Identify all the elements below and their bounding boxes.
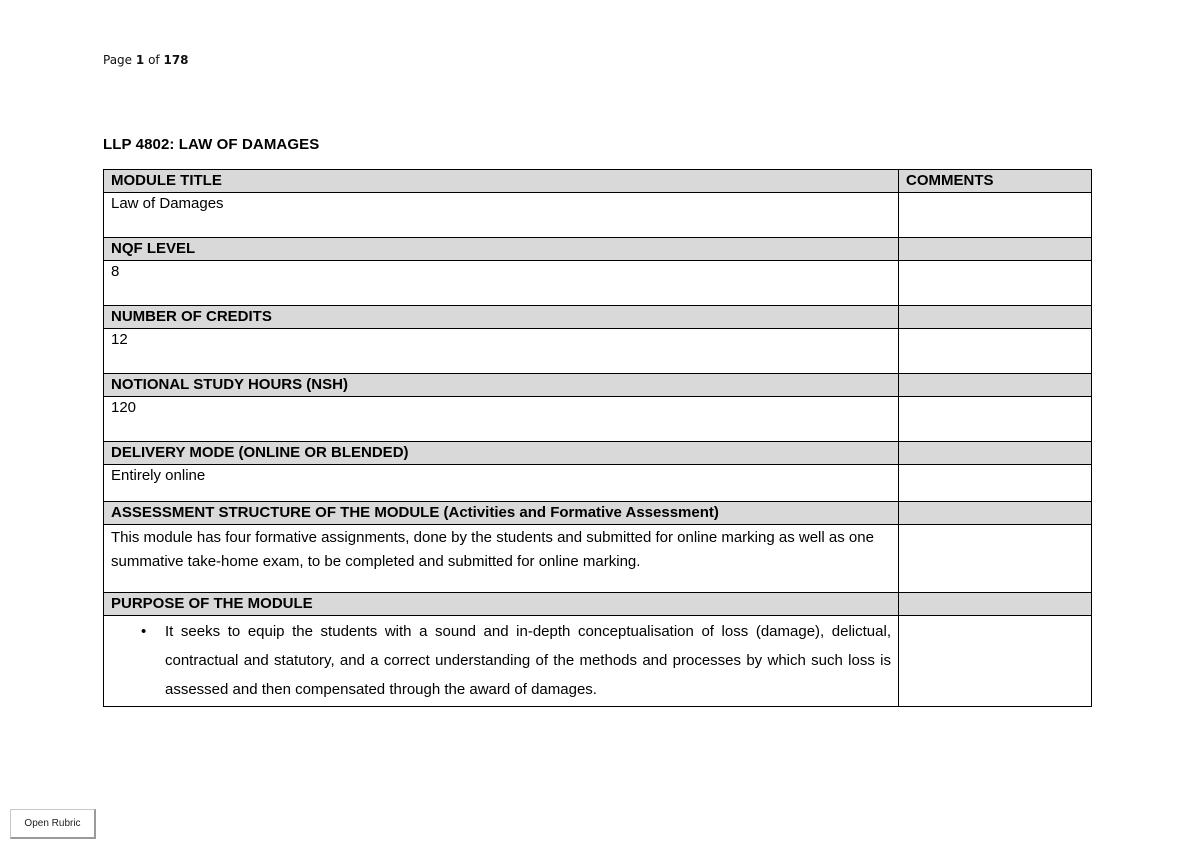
comment-cell bbox=[899, 261, 1092, 306]
section-value-row bbox=[104, 525, 1092, 593]
comment-cell bbox=[899, 193, 1092, 238]
purpose-bullet-list bbox=[111, 617, 892, 704]
section-header-row bbox=[104, 374, 1092, 397]
section-value: 8 bbox=[104, 261, 899, 306]
section-header-row bbox=[104, 593, 1092, 616]
section-heading: NUMBER OF CREDITS bbox=[104, 306, 899, 329]
comment-header-cell bbox=[899, 306, 1092, 329]
comment-cell bbox=[899, 465, 1092, 502]
section-heading: MODULE TITLE bbox=[104, 170, 899, 193]
section-value: 12 bbox=[104, 329, 899, 374]
page-counter-prefix: Page bbox=[103, 53, 133, 67]
open-rubric-button[interactable]: Open Rubric bbox=[10, 809, 96, 839]
comments-header: COMMENTS bbox=[899, 170, 1092, 193]
section-value: Law of Damages bbox=[104, 193, 899, 238]
section-value: 120 bbox=[104, 397, 899, 442]
section-heading: NOTIONAL STUDY HOURS (NSH) bbox=[104, 374, 899, 397]
section-value-row bbox=[104, 397, 1092, 442]
comment-header-cell bbox=[899, 442, 1092, 465]
page-counter-current: 1 bbox=[135, 53, 145, 67]
section-header-row bbox=[104, 238, 1092, 261]
section-header-row bbox=[104, 502, 1092, 525]
document-title: LLP 4802: LAW OF DAMAGES bbox=[103, 136, 320, 153]
comment-header-cell bbox=[899, 593, 1092, 616]
section-header-row bbox=[104, 442, 1092, 465]
section-value: This module has four formative assignments, done by the students and submitted for online marking as well as one summative take-home exam, to be completed and submitted for online marking. bbox=[104, 525, 899, 593]
comment-cell bbox=[899, 525, 1092, 593]
section-heading: PURPOSE OF THE MODULE bbox=[104, 593, 899, 616]
section-value-row bbox=[104, 329, 1092, 374]
page-counter bbox=[103, 53, 189, 67]
comment-header-cell bbox=[899, 502, 1092, 525]
section-value-row bbox=[104, 261, 1092, 306]
section-value-row bbox=[104, 193, 1092, 238]
section-heading: ASSESSMENT STRUCTURE OF THE MODULE (Activities and Formative Assessment) bbox=[104, 502, 899, 525]
module-table bbox=[103, 169, 1092, 707]
comment-header-cell bbox=[899, 374, 1092, 397]
comment-header-cell bbox=[899, 238, 1092, 261]
section-value: Entirely online bbox=[104, 465, 899, 502]
section-heading: NQF LEVEL bbox=[104, 238, 899, 261]
comment-cell bbox=[899, 397, 1092, 442]
section-header-row bbox=[104, 306, 1092, 329]
section-value-row bbox=[104, 465, 1092, 502]
section-value-row bbox=[104, 616, 1092, 707]
page-counter-of: of bbox=[148, 53, 160, 67]
comment-cell bbox=[899, 329, 1092, 374]
section-header-row bbox=[104, 170, 1092, 193]
page-counter-total: 178 bbox=[163, 53, 189, 67]
comment-cell bbox=[899, 616, 1092, 707]
section-value bbox=[104, 616, 899, 707]
purpose-bullet-item: • It seeks to equip the students with a sound and in-depth conceptualisation of loss (damage), delictual, contractual and statutory, and a correct understanding of the methods and processes by which such loss is assessed and then compensated through the award of damages. bbox=[165, 617, 892, 704]
section-heading: DELIVERY MODE (ONLINE OR BLENDED) bbox=[104, 442, 899, 465]
